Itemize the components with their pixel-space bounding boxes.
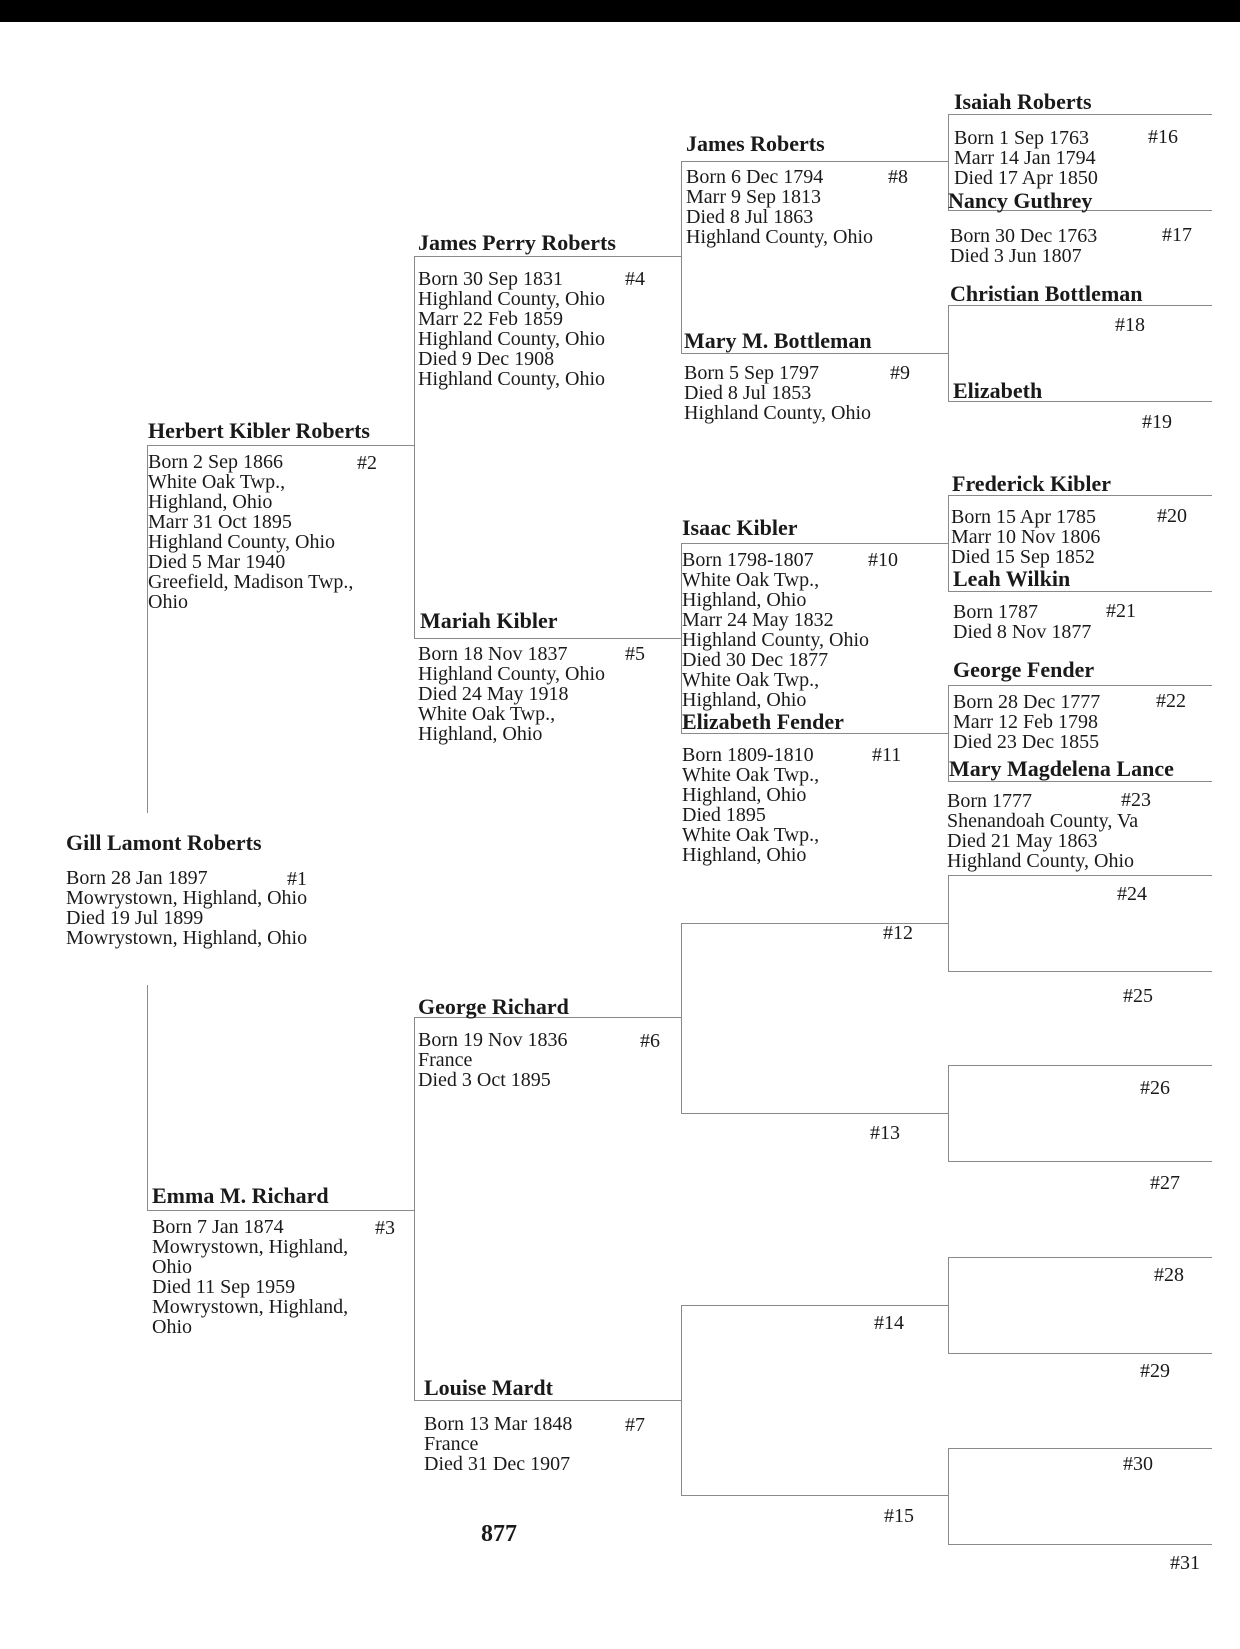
connector (948, 1544, 1212, 1545)
connector (681, 1113, 948, 1114)
person-number-2: #2 (357, 452, 377, 474)
person-name-7: Louise Mardt (424, 1375, 553, 1400)
connector (681, 1495, 948, 1496)
person-details-5: Born 18 Nov 1837 Highland County, Ohio Died 24 May 1918 White Oak Twp., Highland, Ohio (418, 643, 606, 745)
connector (147, 445, 414, 446)
page-number: 877 (481, 1521, 517, 1547)
connector (948, 1448, 949, 1544)
person-details-17: Born 30 Dec 1763 Died 3 Jun 1807 (950, 225, 1098, 267)
person-name-5: Mariah Kibler (420, 608, 558, 633)
connector (681, 161, 948, 162)
slot-number-14: #14 (874, 1312, 904, 1334)
person-name-23: Mary Magdelena Lance (949, 756, 1174, 781)
person-number-6: #6 (640, 1030, 660, 1052)
connector (948, 1257, 1212, 1258)
person-number-5: #5 (625, 643, 645, 665)
person-number-16: #16 (1148, 126, 1178, 148)
person-details-20: Born 15 Apr 1785 Marr 10 Nov 1806 Died 15 Sep 1852 (951, 506, 1101, 568)
person-number-17: #17 (1162, 224, 1192, 246)
scan-top-border (0, 0, 1240, 22)
connector (948, 1065, 949, 1161)
connector (681, 543, 948, 544)
person-number-7: #7 (625, 1414, 645, 1436)
person-number-21: #21 (1106, 600, 1136, 622)
person-name-4: James Perry Roberts (418, 230, 616, 255)
connector (948, 495, 949, 591)
connector (681, 161, 682, 353)
connector (414, 256, 415, 638)
person-details-6: Born 19 Nov 1836 France Died 3 Oct 1895 (418, 1029, 568, 1091)
connector (414, 1400, 681, 1401)
person-number-3: #3 (375, 1217, 395, 1239)
person-details-8: Born 6 Dec 1794 Marr 9 Sep 1813 Died 8 Jul 1863 Highland County, Ohio (686, 166, 874, 248)
person-name-1: Gill Lamont Roberts (66, 830, 262, 855)
person-number-9: #9 (890, 362, 910, 384)
slot-number-12: #12 (883, 922, 913, 944)
person-number-1: #1 (287, 868, 307, 890)
person-number-23: #23 (1121, 789, 1151, 811)
slot-number-24: #24 (1117, 883, 1147, 905)
connector (681, 1305, 682, 1495)
person-details-7: Born 13 Mar 1848 France Died 31 Dec 1907 (424, 1413, 573, 1475)
person-name-19: Elizabeth (953, 378, 1043, 403)
person-number-10: #10 (868, 549, 898, 571)
connector (948, 875, 1212, 876)
person-name-20: Frederick Kibler (952, 471, 1112, 496)
person-name-10: Isaac Kibler (682, 515, 798, 540)
person-details-3: Born 7 Jan 1874 Mowrystown, Highland, Ohio Died 11 Sep 1959 Mowrystown, Highland, Ohio (152, 1216, 349, 1338)
slot-number-27: #27 (1150, 1172, 1180, 1194)
connector (681, 1305, 948, 1306)
connector (414, 256, 681, 257)
person-name-16: Isaiah Roberts (954, 89, 1092, 114)
slot-number-13: #13 (870, 1122, 900, 1144)
connector (948, 685, 1212, 686)
connector (948, 305, 949, 401)
person-name-18: Christian Bottleman (950, 281, 1143, 306)
person-details-11: Born 1809-1810 White Oak Twp., Highland, Ohio Died 1895 White Oak Twp., Highland, Ohio (682, 744, 820, 866)
person-details-1: Born 28 Jan 1897 Mowrystown, Highland, Ohio Died 19 Jul 1899 Mowrystown, Highland, Ohio (66, 867, 308, 949)
connector (681, 353, 948, 354)
connector (948, 1257, 949, 1353)
person-name-2: Herbert Kibler Roberts (148, 418, 370, 443)
person-details-2: Born 2 Sep 1866 White Oak Twp., Highland, Ohio Marr 31 Oct 1895 Highland County, Ohio Died 5 Mar 1940 Greefield, Madison Twp., Ohio (148, 451, 354, 613)
person-name-21: Leah Wilkin (953, 566, 1071, 591)
connector (948, 114, 1212, 115)
person-details-22: Born 28 Dec 1777 Marr 12 Feb 1798 Died 23 Dec 1855 (953, 691, 1101, 753)
person-number-8: #8 (888, 166, 908, 188)
slot-number-25: #25 (1123, 985, 1153, 1007)
person-details-23: Born 1777 Shenandoah County, Va Died 21 May 1863 Highland County, Ohio (947, 790, 1139, 872)
slot-number-26: #26 (1140, 1077, 1170, 1099)
connector (948, 781, 1212, 782)
person-name-3: Emma M. Richard (152, 1183, 329, 1208)
connector (948, 1448, 1212, 1449)
connector (948, 1353, 1212, 1354)
person-number-18: #18 (1115, 314, 1145, 336)
connector (147, 1210, 414, 1211)
slot-number-28: #28 (1154, 1264, 1184, 1286)
person-details-9: Born 5 Sep 1797 Died 8 Jul 1853 Highland County, Ohio (684, 362, 872, 424)
connector (414, 638, 681, 639)
person-details-16: Born 1 Sep 1763 Marr 14 Jan 1794 Died 17 Apr 1850 (954, 127, 1098, 189)
slot-number-30: #30 (1123, 1453, 1153, 1475)
person-name-11: Elizabeth Fender (682, 709, 844, 734)
person-details-21: Born 1787 Died 8 Nov 1877 (953, 601, 1092, 643)
person-number-11: #11 (872, 744, 902, 766)
person-name-6: George Richard (418, 994, 569, 1019)
connector (948, 971, 1212, 972)
slot-number-31: #31 (1170, 1552, 1200, 1574)
person-name-17: Nancy Guthrey (948, 188, 1093, 213)
connector (681, 923, 682, 1113)
connector (948, 875, 949, 971)
person-name-8: James Roberts (686, 131, 825, 156)
person-number-22: #22 (1156, 690, 1186, 712)
person-number-20: #20 (1157, 505, 1187, 527)
person-details-4: Born 30 Sep 1831 Highland County, Ohio Marr 22 Feb 1859 Highland County, Ohio Died 9 Dec 1908 Highland County, Ohio (418, 268, 606, 390)
connector (948, 1161, 1212, 1162)
connector (948, 1065, 1212, 1066)
slot-number-29: #29 (1140, 1360, 1170, 1382)
slot-number-15: #15 (884, 1505, 914, 1527)
connector (414, 1017, 415, 1400)
person-name-9: Mary M. Bottleman (684, 328, 872, 353)
person-name-22: George Fender (953, 657, 1095, 682)
person-details-10: Born 1798-1807 White Oak Twp., Highland, Ohio Marr 24 May 1832 Highland County, Ohio Died 30 Dec 1877 White Oak Twp., Highland, Ohio (682, 549, 870, 711)
connector (948, 591, 1212, 592)
connector (147, 985, 148, 1210)
person-number-4: #4 (625, 268, 645, 290)
person-number-19: #19 (1142, 411, 1172, 433)
